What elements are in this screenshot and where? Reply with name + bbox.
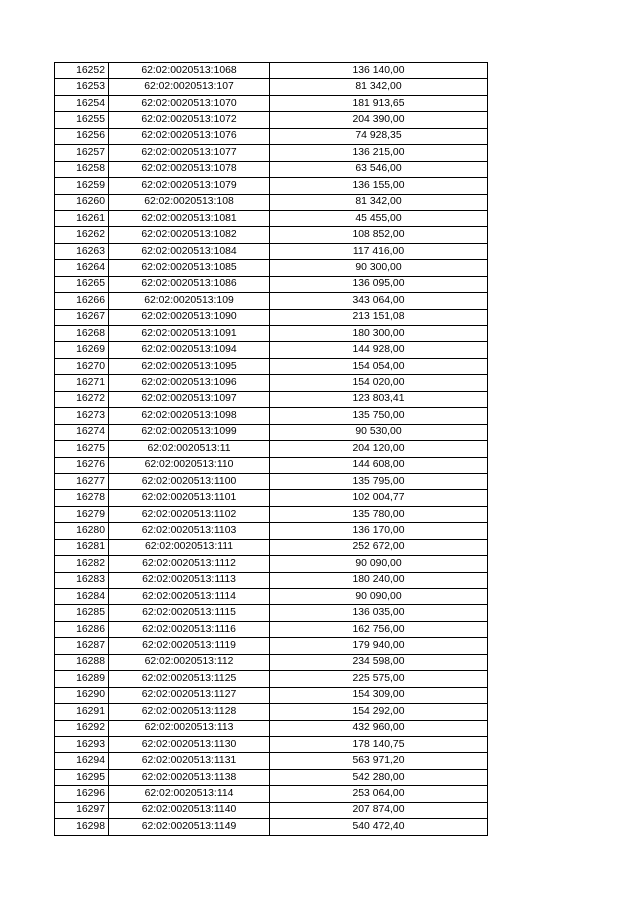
table-row: [55, 441, 488, 457]
cadastral-number-cell: 62:02:0020513:1138: [109, 769, 270, 785]
table-row: [55, 342, 488, 358]
cadastral-value-cell: 90 090,00: [270, 556, 488, 572]
cadastral-value-cell: 90 530,00: [270, 424, 488, 440]
table-row: [55, 671, 488, 687]
row-number-cell: 16270: [55, 358, 109, 374]
cadastral-value-cell: 136 170,00: [270, 523, 488, 539]
row-number-cell: 16287: [55, 638, 109, 654]
table-row: [55, 704, 488, 720]
row-number-cell: 16258: [55, 161, 109, 177]
table-row: [55, 260, 488, 276]
table-row: [55, 720, 488, 736]
cadastral-number-cell: 62:02:0020513:1068: [109, 63, 270, 79]
row-number-cell: 16259: [55, 178, 109, 194]
cadastral-value-cell: 542 280,00: [270, 769, 488, 785]
row-number-cell: 16275: [55, 441, 109, 457]
row-number-cell: 16282: [55, 556, 109, 572]
cadastral-number-cell: 62:02:0020513:113: [109, 720, 270, 736]
cadastral-number-cell: 62:02:0020513:1115: [109, 605, 270, 621]
cadastral-value-cell: 225 575,00: [270, 671, 488, 687]
table-row: [55, 539, 488, 555]
cadastral-number-cell: 62:02:0020513:11: [109, 441, 270, 457]
row-number-cell: 16293: [55, 736, 109, 752]
cadastral-number-cell: 62:02:0020513:111: [109, 539, 270, 555]
row-number-cell: 16294: [55, 753, 109, 769]
table-row: [55, 556, 488, 572]
row-number-cell: 16272: [55, 391, 109, 407]
row-number-cell: 16256: [55, 128, 109, 144]
cadastral-number-cell: 62:02:0020513:1090: [109, 309, 270, 325]
cadastral-value-cell: 343 064,00: [270, 293, 488, 309]
cadastral-value-cell: 136 095,00: [270, 276, 488, 292]
cadastral-number-cell: 62:02:0020513:1112: [109, 556, 270, 572]
table-row: [55, 654, 488, 670]
cadastral-value-cell: 136 140,00: [270, 63, 488, 79]
cadastral-value-cell: 136 035,00: [270, 605, 488, 621]
table-row: [55, 95, 488, 111]
row-number-cell: 16273: [55, 408, 109, 424]
cadastral-value-cell: 102 004,77: [270, 490, 488, 506]
cadastral-value-cell: 154 309,00: [270, 687, 488, 703]
cadastral-value-cell: 144 928,00: [270, 342, 488, 358]
table-row: [55, 490, 488, 506]
table-row: [55, 819, 488, 835]
table-row: [55, 391, 488, 407]
row-number-cell: 16284: [55, 589, 109, 605]
cadastral-value-cell: 74 928,35: [270, 128, 488, 144]
row-number-cell: 16260: [55, 194, 109, 210]
row-number-cell: 16290: [55, 687, 109, 703]
table-row: [55, 457, 488, 473]
cadastral-value-cell: 154 292,00: [270, 704, 488, 720]
cadastral-number-cell: 62:02:0020513:1127: [109, 687, 270, 703]
cadastral-number-cell: 62:02:0020513:108: [109, 194, 270, 210]
cadastral-value-cell: 563 971,20: [270, 753, 488, 769]
cadastral-value-cell: 178 140,75: [270, 736, 488, 752]
row-number-cell: 16288: [55, 654, 109, 670]
row-number-cell: 16298: [55, 819, 109, 835]
cadastral-number-cell: 62:02:0020513:1098: [109, 408, 270, 424]
row-number-cell: 16292: [55, 720, 109, 736]
row-number-cell: 16252: [55, 63, 109, 79]
row-number-cell: 16286: [55, 621, 109, 637]
row-number-cell: 16264: [55, 260, 109, 276]
table-row: [55, 210, 488, 226]
row-number-cell: 16295: [55, 769, 109, 785]
cadastral-number-cell: 62:02:0020513:114: [109, 786, 270, 802]
table-row: [55, 786, 488, 802]
cadastral-number-cell: 62:02:0020513:1131: [109, 753, 270, 769]
table-row: [55, 769, 488, 785]
row-number-cell: 16255: [55, 112, 109, 128]
table-row: [55, 605, 488, 621]
table-row: [55, 753, 488, 769]
table-row: [55, 326, 488, 342]
table-row: [55, 112, 488, 128]
cadastral-number-cell: 62:02:0020513:1130: [109, 736, 270, 752]
cadastral-value-cell: 135 795,00: [270, 473, 488, 489]
cadastral-number-cell: 62:02:0020513:1101: [109, 490, 270, 506]
cadastral-value-cell: 108 852,00: [270, 227, 488, 243]
row-number-cell: 16281: [55, 539, 109, 555]
cadastral-value-cell: 207 874,00: [270, 802, 488, 818]
cadastral-number-cell: 62:02:0020513:1086: [109, 276, 270, 292]
cadastral-number-cell: 62:02:0020513:1114: [109, 589, 270, 605]
cadastral-value-cell: 90 300,00: [270, 260, 488, 276]
row-number-cell: 16265: [55, 276, 109, 292]
row-number-cell: 16267: [55, 309, 109, 325]
cadastral-value-cell: 154 054,00: [270, 358, 488, 374]
table-row: [55, 408, 488, 424]
cadastral-value-cell: 135 780,00: [270, 506, 488, 522]
cadastral-value-cell: 81 342,00: [270, 194, 488, 210]
cadastral-number-cell: 62:02:0020513:1094: [109, 342, 270, 358]
cadastral-number-cell: 62:02:0020513:112: [109, 654, 270, 670]
row-number-cell: 16269: [55, 342, 109, 358]
row-number-cell: 16257: [55, 145, 109, 161]
cadastral-number-cell: 62:02:0020513:1072: [109, 112, 270, 128]
cadastral-value-table: [54, 62, 488, 836]
cadastral-value-cell: 63 546,00: [270, 161, 488, 177]
cadastral-number-cell: 62:02:0020513:1119: [109, 638, 270, 654]
cadastral-value-cell: 180 240,00: [270, 572, 488, 588]
cadastral-value-cell: 181 913,65: [270, 95, 488, 111]
row-number-cell: 16297: [55, 802, 109, 818]
cadastral-value-cell: 123 803,41: [270, 391, 488, 407]
cadastral-value-cell: 180 300,00: [270, 326, 488, 342]
table-row: [55, 358, 488, 374]
table-row: [55, 424, 488, 440]
table-row: [55, 621, 488, 637]
table-row: [55, 276, 488, 292]
table-row: [55, 128, 488, 144]
cadastral-number-cell: 62:02:0020513:1085: [109, 260, 270, 276]
cadastral-number-cell: 62:02:0020513:1100: [109, 473, 270, 489]
cadastral-number-cell: 62:02:0020513:1076: [109, 128, 270, 144]
cadastral-value-cell: 252 672,00: [270, 539, 488, 555]
cadastral-number-cell: 62:02:0020513:1149: [109, 819, 270, 835]
cadastral-value-cell: 136 215,00: [270, 145, 488, 161]
table-row: [55, 227, 488, 243]
table-row: [55, 375, 488, 391]
row-number-cell: 16266: [55, 293, 109, 309]
cadastral-number-cell: 62:02:0020513:1099: [109, 424, 270, 440]
cadastral-value-cell: 135 750,00: [270, 408, 488, 424]
cadastral-number-cell: 62:02:0020513:1140: [109, 802, 270, 818]
table-row: [55, 802, 488, 818]
cadastral-value-cell: 117 416,00: [270, 243, 488, 259]
cadastral-number-cell: 62:02:0020513:1081: [109, 210, 270, 226]
cadastral-number-cell: 62:02:0020513:1070: [109, 95, 270, 111]
cadastral-number-cell: 62:02:0020513:1095: [109, 358, 270, 374]
row-number-cell: 16280: [55, 523, 109, 539]
table-body: [55, 63, 488, 836]
table-row: [55, 178, 488, 194]
table-row: [55, 687, 488, 703]
cadastral-number-cell: 62:02:0020513:1097: [109, 391, 270, 407]
cadastral-number-cell: 62:02:0020513:1082: [109, 227, 270, 243]
row-number-cell: 16261: [55, 210, 109, 226]
cadastral-number-cell: 62:02:0020513:1096: [109, 375, 270, 391]
cadastral-value-cell: 204 390,00: [270, 112, 488, 128]
table-row: [55, 638, 488, 654]
cadastral-number-cell: 62:02:0020513:109: [109, 293, 270, 309]
row-number-cell: 16262: [55, 227, 109, 243]
table-row: [55, 309, 488, 325]
cadastral-number-cell: 62:02:0020513:1103: [109, 523, 270, 539]
cadastral-value-cell: 540 472,40: [270, 819, 488, 835]
row-number-cell: 16278: [55, 490, 109, 506]
table-row: [55, 63, 488, 79]
row-number-cell: 16263: [55, 243, 109, 259]
table-row: [55, 161, 488, 177]
table-row: [55, 572, 488, 588]
cadastral-value-cell: 136 155,00: [270, 178, 488, 194]
table-row: [55, 589, 488, 605]
row-number-cell: 16253: [55, 79, 109, 95]
row-number-cell: 16283: [55, 572, 109, 588]
cadastral-value-cell: 234 598,00: [270, 654, 488, 670]
cadastral-number-cell: 62:02:0020513:107: [109, 79, 270, 95]
cadastral-number-cell: 62:02:0020513:1125: [109, 671, 270, 687]
cadastral-number-cell: 62:02:0020513:110: [109, 457, 270, 473]
table-row: [55, 79, 488, 95]
table-row: [55, 506, 488, 522]
table-row: [55, 243, 488, 259]
cadastral-value-cell: 179 940,00: [270, 638, 488, 654]
table-row: [55, 523, 488, 539]
cadastral-value-cell: 253 064,00: [270, 786, 488, 802]
cadastral-number-cell: 62:02:0020513:1079: [109, 178, 270, 194]
cadastral-value-cell: 162 756,00: [270, 621, 488, 637]
cadastral-number-cell: 62:02:0020513:1128: [109, 704, 270, 720]
cadastral-value-cell: 90 090,00: [270, 589, 488, 605]
cadastral-value-cell: 213 151,08: [270, 309, 488, 325]
cadastral-number-cell: 62:02:0020513:1116: [109, 621, 270, 637]
row-number-cell: 16271: [55, 375, 109, 391]
cadastral-value-cell: 154 020,00: [270, 375, 488, 391]
cadastral-number-cell: 62:02:0020513:1113: [109, 572, 270, 588]
cadastral-number-cell: 62:02:0020513:1077: [109, 145, 270, 161]
cadastral-number-cell: 62:02:0020513:1078: [109, 161, 270, 177]
row-number-cell: 16285: [55, 605, 109, 621]
table-row: [55, 473, 488, 489]
cadastral-value-cell: 144 608,00: [270, 457, 488, 473]
row-number-cell: 16289: [55, 671, 109, 687]
cadastral-number-cell: 62:02:0020513:1091: [109, 326, 270, 342]
cadastral-number-cell: 62:02:0020513:1102: [109, 506, 270, 522]
table-row: [55, 293, 488, 309]
cadastral-value-cell: 81 342,00: [270, 79, 488, 95]
row-number-cell: 16277: [55, 473, 109, 489]
table-row: [55, 736, 488, 752]
row-number-cell: 16274: [55, 424, 109, 440]
cadastral-number-cell: 62:02:0020513:1084: [109, 243, 270, 259]
row-number-cell: 16279: [55, 506, 109, 522]
row-number-cell: 16291: [55, 704, 109, 720]
cadastral-value-cell: 45 455,00: [270, 210, 488, 226]
table-row: [55, 145, 488, 161]
row-number-cell: 16276: [55, 457, 109, 473]
cadastral-value-cell: 432 960,00: [270, 720, 488, 736]
table-row: [55, 194, 488, 210]
row-number-cell: 16254: [55, 95, 109, 111]
row-number-cell: 16268: [55, 326, 109, 342]
row-number-cell: 16296: [55, 786, 109, 802]
cadastral-value-cell: 204 120,00: [270, 441, 488, 457]
